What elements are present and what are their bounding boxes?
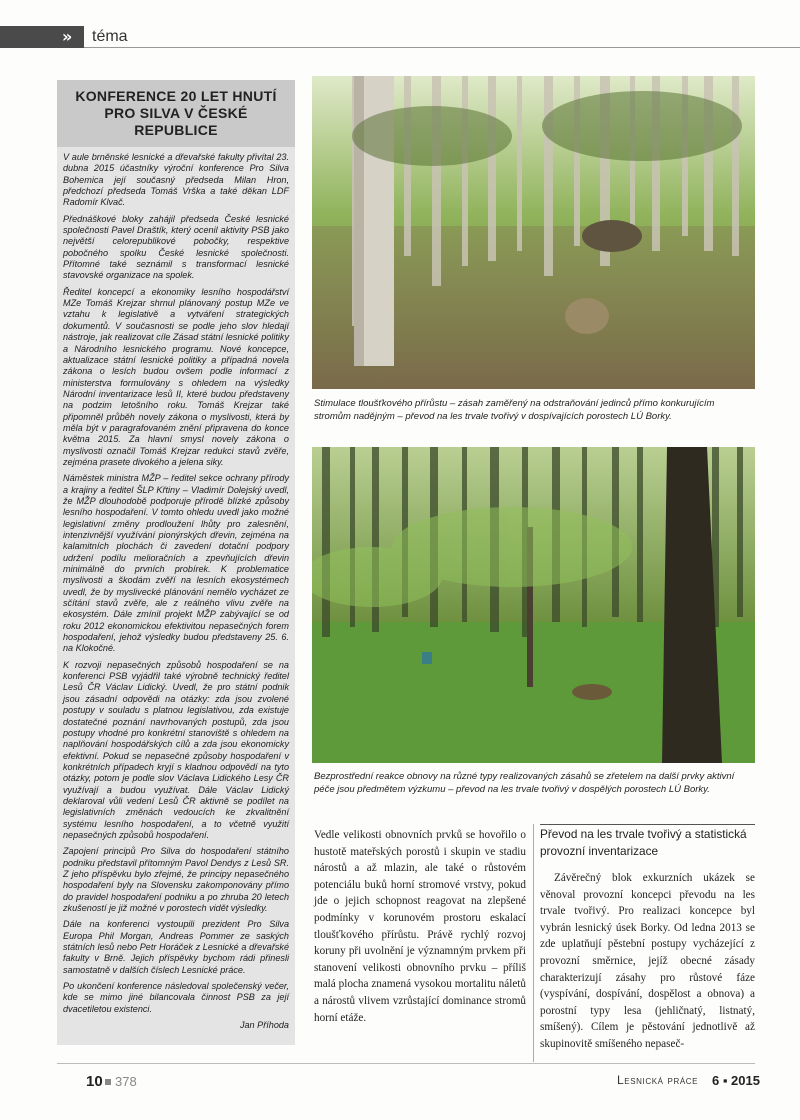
journal-name: Lesnická práce xyxy=(617,1073,699,1087)
sidebar-paragraph: Ředitel koncepcí a ekonomiky lesního hospodářství MZe Tomáš Krejzar shrnul plánovaný postup MZe ve vztahu k legislativě a vytváření strategických dokumentů. V současnosti se podle jeho slov hledají nástroje, jak realizovat cíle Zásad státní lesnické politiky a Národního lesnického programu. Nové koncepce, aktualizace státní lesnické politiky a případná novela zákona o lesích budou ovšem podle informací z ministerstva formulovány s ohledem na výsledky Národní inventarizace lesů II, které budou představeny na podzim letošního roku. Tomáš Krejzar také připomněl průběh novely zákona o myslivosti, která by měla být v paragrafovaném znění připravena do konce května 2015. Za hlavní smysl novely zákona o myslivosti označil Tomáš Krejzar redukci stavů zvěře, zejména prasete divokého a jelena siky. xyxy=(63,286,289,467)
sidebar-signature: Jan Příhoda xyxy=(239,1020,289,1031)
sidebar-paragraph: Po ukončení konference následoval společenský večer, kde se mimo jiné bilancovala činnost PSB za její dvacetiletou existenci. xyxy=(63,981,289,1014)
forest-photo-2-image xyxy=(312,447,755,763)
volume-page-number: 378 xyxy=(115,1074,137,1089)
sidebar-paragraph: Dále na konferenci vystoupili prezident Pro Silva Europa Phil Morgan, Andreas Pommer ze saských státních lesů nebo Petr Horáček z Lesnické a dřevařské fakulty v Brně. Jejich příspěvky bychom rádi přinesli samostatně v dalších číslech Lesnické práce. xyxy=(63,919,289,975)
sidebar-paragraph: V aule brněnské lesnické a dřevařské fakulty přivítal 23. dubna 2015 účastníky výroční konference Pro Silva Bohemica její současný předseda Milan Hron, předchozí předseda Tomáš Vrška a také děkan LDF Radomír Klvač. xyxy=(63,152,289,208)
sidebar-paragraph: K rozvoji nepasečných způsobů hospodaření se na konferenci PSB vyjádřil také výrobně technický ředitel Lesů ČR Václav Lidický. Uvedl, že pro státní podnik jsou zásadní odpovědi na otázky: zda jsou zvolené postupy v souladu s platnou legislativou, zda existuje dostatečné poznání navrhovaných postupů, zda jsou postupy vhodné pro konkrétní stanoviště s ohledem na naplňování hospodářských cílů a zda jsou ekonomicky efektivní. Pokud se nepasečné způsoby hospodaření v konkrétních případech kryjí s kladnou odpovědí na tyto otázky, potom je podle slov Václava Lidického Lesy ČR využívají a budou využívat. Dále Václav Lidický deklaroval vůli vedení Lesů ČR aktivně se podílet na legislativních změnách vedoucích ke zkvalitnění systému lesního hospodaření, a to včetně využití nepasečných způsobů hospodaření. xyxy=(63,659,289,840)
sidebar-paragraph: Zapojení principů Pro Silva do hospodaření státního podniku představil přítomným Pavol Dendys z Lesů SR. Z jeho příspěvku bylo zřejmé, že principy nepasečného hospodaření byly na Slovensku zakomponovány přímo do pravidel hospodaření podniku a po zhruba 20 letech zkušeností je již možné v porostech vidět výsledky. xyxy=(63,846,289,913)
section-tab xyxy=(0,26,84,48)
double-chevron-icon: » xyxy=(62,27,69,46)
sidebar-title-line2: PRO SILVA V ČESKÉ REPUBLICE xyxy=(104,105,248,138)
square-bullet-icon xyxy=(105,1079,111,1085)
forest-photo-mature-stand xyxy=(312,447,755,763)
article-column-b: Závěrečný blok exkurzních ukázek se věnoval provozní koncepci převodu na les trvale tvořivý. Pro realizaci koncepce byl vybrán lesnický úsek Borky. Od ledna 2013 se zde uplatňují pěstební postupy vycházející z provozní směrnice, jejíž obecné zásady charakterizují zásahy pro růstové fáze (vyspívání, dospívání, dospělost a obnova) a porostní typy lesa (jehličnatý, listnatý, smíšený). Cílem je pěstování jednotlivě až skupinovitě smíšeného nepaseč- xyxy=(540,872,755,1050)
sidebar-title-line1: KONFERENCE 20 LET HNUTÍ xyxy=(75,88,277,104)
photo1-caption: Stimulace tloušťkového přírůstu – zásah zaměřený na odstraňování jedinců přímo konkurujícím stromům nadějným – převod na les trvale tvořivý v dospívajících porostech LÚ Borky. xyxy=(314,398,715,422)
article-column-a: Vedle velikosti obnovních prvků se hovořilo o hustotě mateřských porostů i skupin ve stadiu nárostů a až mlazin, ale také o růstovém potenciálu buků horní stromové vrstvy, pokud jde o jejich schopnost reagovat na zlepšené podmínky v korunovém prostoru eskalací tloušťkového přírůstu. Právě rychlý rozvoj koruny při uvolnění je významným prvkem při stanovení velikosti obnovního prvku – příliš malá plocha znamená vysokou mortalitu náletů a nárostů vlivem vzrůstající dominance stromů horní etáže. xyxy=(314,829,526,1024)
footer-rule xyxy=(57,1063,755,1064)
sidebar-body xyxy=(57,147,295,1031)
forest-photo-1-image xyxy=(312,76,755,389)
section-header xyxy=(0,26,800,48)
page-number: 10 xyxy=(86,1073,103,1090)
sidebar-paragraph: Náměstek ministra MŽP – ředitel sekce ochrany přírody a krajiny a ředitel ŠLP Křtiny – Vladimír Dolejský uvedl, že MŽP dlouhodobě podporuje přírodě blízké způsoby lesního hospodaření. V tomto ohledu uvedl jako možné legislativní změny prodloužení lhůty pro zalesnění, intenzivnější využívání pionýrských dřevin, zejména na kalamitních plochách či zavedení dotační podpory udržení podílu melioračních a zpevňujících dřevin minimálně do prvních probírek. K problematice myslivosti a škodám zvěří na lesních ekosystémech uvedl, že by myslivecké plánování nemělo vycházet ze sčítání stavů zvěře, ale z reálného vlivu zvěře na ekosystém. Dále zmínil projekt MŽP zabývající se od roku 2012 ekonomickou efektivitou nepasečných forem hospodaření, jehož výsledky budou představeny 25. 6. na Klokočné. xyxy=(63,473,289,654)
photo2-caption: Bezprostřední reakce obnovy na různé typy realizovaných zásahů se zřetelem na další prvky aktivní péče jsou předmětem výzkumu – převod na les trvale tvořivý v dospělých porostech LÚ Borky. xyxy=(314,771,735,795)
subsection-heading: Převod na les trvale tvořivý a statistická provozní inventarizace xyxy=(540,824,755,860)
sidebar-paragraph: Přednáškové bloky zahájil předseda České lesnické společnosti Pavel Draštík, který ocenil aktivity PSB jako největší celorepublikové pobočky, respektive pobočného spolku České lesnické společnosti. Přítomné také seznámil s transformací lesnické stavovské organizace na spolek. xyxy=(63,213,289,281)
header-rule xyxy=(84,47,800,48)
sidebar-title xyxy=(57,80,295,147)
conference-sidebar xyxy=(57,80,295,1045)
issue-number: 6 ▪ 2015 xyxy=(712,1073,760,1088)
forest-photo-young-stand xyxy=(312,76,755,389)
section-title: téma xyxy=(92,28,128,45)
column-divider xyxy=(533,824,534,1062)
